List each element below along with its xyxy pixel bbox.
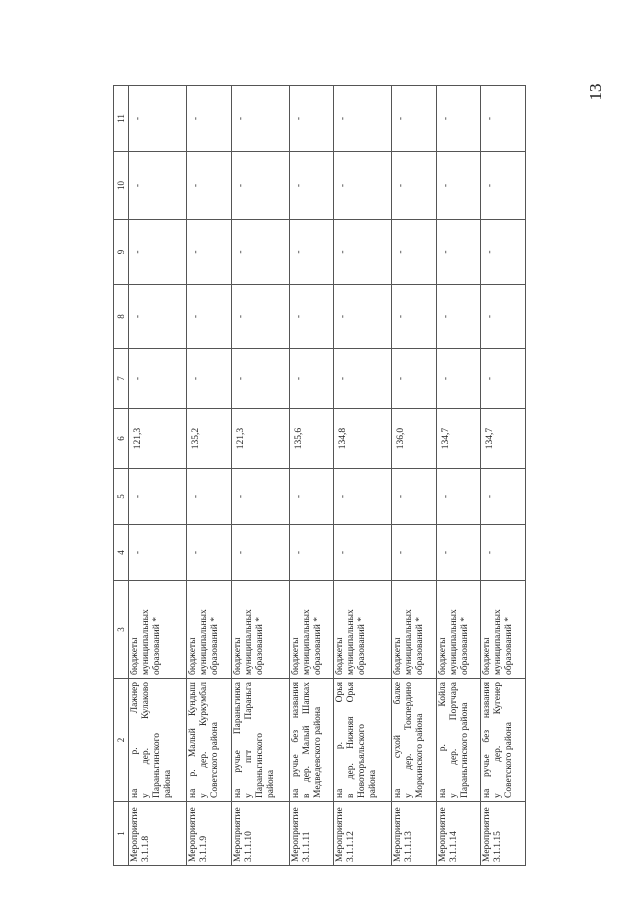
empty-value-cell: - (187, 152, 232, 220)
measure-code-cell: Мероприятие 3.1.1.9 (187, 802, 232, 866)
empty-value-cell: - (334, 285, 392, 349)
column-header: 2 (114, 679, 129, 802)
empty-value-cell: - (392, 220, 437, 285)
funding-source-cell: бюджеты муниципальных образований * (187, 581, 232, 679)
table-row (289, 86, 334, 866)
column-header: 9 (114, 220, 129, 285)
empty-value-cell: - (187, 525, 232, 581)
empty-value-cell: - (481, 349, 526, 409)
empty-value-cell: - (392, 152, 437, 220)
amount-cell: 134,8 (334, 409, 392, 469)
funding-source-cell: бюджеты муниципальных образований * (289, 581, 334, 679)
empty-value-cell: - (231, 285, 289, 349)
empty-value-cell: - (187, 86, 232, 152)
empty-value-cell: - (289, 86, 334, 152)
empty-value-cell: - (129, 349, 187, 409)
table-row (436, 86, 481, 866)
empty-value-cell: - (436, 525, 481, 581)
empty-value-cell: - (392, 285, 437, 349)
table-row (187, 86, 232, 866)
table-row (334, 86, 392, 866)
empty-value-cell: - (289, 349, 334, 409)
table-row (392, 86, 437, 866)
empty-value-cell: - (231, 525, 289, 581)
amount-cell: 135,6 (289, 409, 334, 469)
program-measures-table (113, 85, 526, 866)
table-row (231, 86, 289, 866)
empty-value-cell: - (392, 525, 437, 581)
measure-code-cell: Мероприятие 3.1.1.12 (334, 802, 392, 866)
empty-value-cell: - (436, 349, 481, 409)
empty-value-cell: - (481, 220, 526, 285)
empty-value-cell: - (187, 349, 232, 409)
measure-description-cell: на р. Лажнер у дер. Кулаково Параньгинского района (129, 679, 187, 802)
empty-value-cell: - (481, 152, 526, 220)
empty-value-cell: - (231, 349, 289, 409)
column-header: 4 (114, 525, 129, 581)
column-header: 8 (114, 285, 129, 349)
column-header: 5 (114, 469, 129, 525)
empty-value-cell: - (334, 86, 392, 152)
measure-description-cell: на р. Малый Кундыш у дер. Куркумбал Советского района (187, 679, 232, 802)
empty-value-cell: - (334, 220, 392, 285)
empty-value-cell: - (129, 220, 187, 285)
empty-value-cell: - (129, 285, 187, 349)
empty-value-cell: - (289, 220, 334, 285)
amount-cell: 135,2 (187, 409, 232, 469)
funding-source-cell: бюджеты муниципальных образований * (129, 581, 187, 679)
empty-value-cell: - (481, 285, 526, 349)
empty-value-cell: - (392, 469, 437, 525)
empty-value-cell: - (231, 86, 289, 152)
column-header: 1 (114, 802, 129, 866)
empty-value-cell: - (481, 86, 526, 152)
rotated-table-wrapper (113, 86, 526, 866)
empty-value-cell: - (231, 152, 289, 220)
funding-source-cell: бюджеты муниципальных образований * (481, 581, 526, 679)
measure-code-cell: Мероприятие 3.1.1.15 (481, 802, 526, 866)
measure-description-cell: на ручье без названия в дер. Малый Шапках Медведевского района (289, 679, 334, 802)
empty-value-cell: - (129, 469, 187, 525)
empty-value-cell: - (129, 86, 187, 152)
empty-value-cell: - (392, 86, 437, 152)
empty-value-cell: - (481, 525, 526, 581)
empty-value-cell: - (436, 469, 481, 525)
measure-code-cell: Мероприятие 3.1.1.11 (289, 802, 334, 866)
funding-source-cell: бюджеты муниципальных образований * (334, 581, 392, 679)
empty-value-cell: - (436, 86, 481, 152)
measure-description-cell: на сухой балке у дер. Токпердино Моркинского района (392, 679, 437, 802)
measure-description-cell: на р. Орья в дер. Нижняя Орья Новоторъяльского района (334, 679, 392, 802)
column-header: 11 (114, 86, 129, 152)
page-number: 13 (586, 83, 605, 101)
empty-value-cell: - (289, 469, 334, 525)
column-header: 6 (114, 409, 129, 469)
empty-value-cell: - (231, 469, 289, 525)
measure-description-cell: на ручье без названия у дер. Кугенер Советского района (481, 679, 526, 802)
empty-value-cell: - (129, 152, 187, 220)
empty-value-cell: - (187, 220, 232, 285)
empty-value-cell: - (187, 469, 232, 525)
amount-cell: 136,0 (392, 409, 437, 469)
measure-code-cell: Мероприятие 3.1.1.13 (392, 802, 437, 866)
empty-value-cell: - (289, 285, 334, 349)
measure-description-cell: на р. Койла у дер. Портчара Параньгинского района (436, 679, 481, 802)
empty-value-cell: - (481, 469, 526, 525)
empty-value-cell: - (392, 349, 437, 409)
empty-value-cell: - (289, 525, 334, 581)
funding-source-cell: бюджеты муниципальных образований * (436, 581, 481, 679)
empty-value-cell: - (334, 525, 392, 581)
empty-value-cell: - (436, 285, 481, 349)
amount-cell: 121,3 (129, 409, 187, 469)
amount-cell: 121,3 (231, 409, 289, 469)
empty-value-cell: - (129, 525, 187, 581)
funding-source-cell: бюджеты муниципальных образований * (231, 581, 289, 679)
measure-code-cell: Мероприятие 3.1.1.8 (129, 802, 187, 866)
table-row (129, 86, 187, 866)
empty-value-cell: - (334, 349, 392, 409)
amount-cell: 134,7 (436, 409, 481, 469)
column-number-row (114, 86, 129, 866)
funding-source-cell: бюджеты муниципальных образований * (392, 581, 437, 679)
empty-value-cell: - (187, 285, 232, 349)
empty-value-cell: - (334, 469, 392, 525)
empty-value-cell: - (231, 220, 289, 285)
amount-cell: 134,7 (481, 409, 526, 469)
column-header: 7 (114, 349, 129, 409)
measure-description-cell: на ручье Параньгинка у пгт Параньга Параньгинского района (231, 679, 289, 802)
column-header: 10 (114, 152, 129, 220)
empty-value-cell: - (436, 152, 481, 220)
measure-code-cell: Мероприятие 3.1.1.10 (231, 802, 289, 866)
column-header: 3 (114, 581, 129, 679)
empty-value-cell: - (436, 220, 481, 285)
empty-value-cell: - (334, 152, 392, 220)
measure-code-cell: Мероприятие 3.1.1.14 (436, 802, 481, 866)
table-row (481, 86, 526, 866)
empty-value-cell: - (289, 152, 334, 220)
